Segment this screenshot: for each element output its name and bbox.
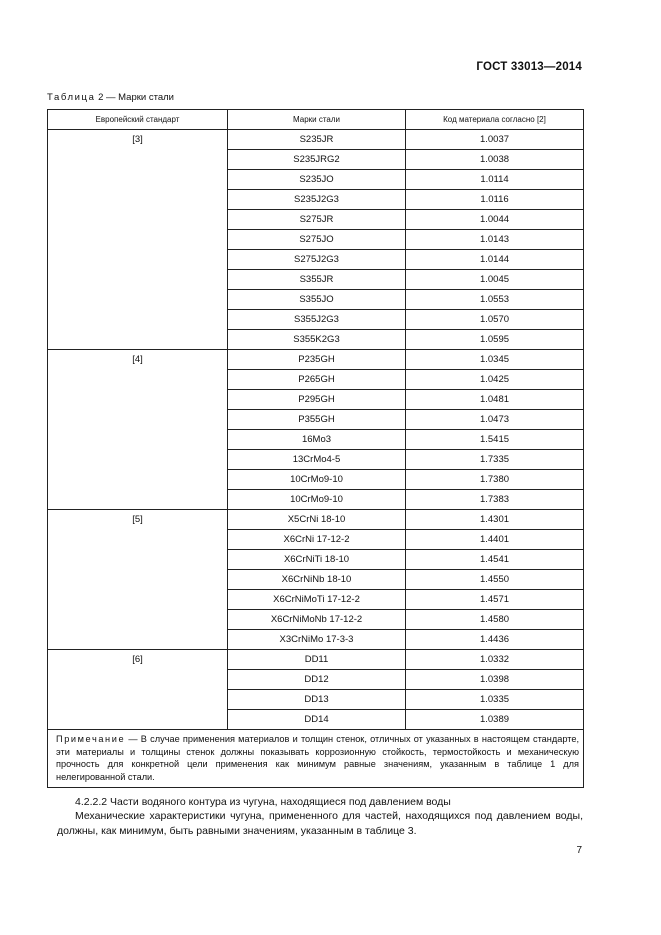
header-steel-grades: Марки стали — [228, 110, 406, 130]
material-code-cell: 1.7383 — [406, 490, 584, 510]
page-number: 7 — [576, 845, 582, 856]
steel-grade-cell: S275J2G3 — [228, 250, 406, 270]
steel-grade-cell: 13CrMo4-5 — [228, 450, 406, 470]
european-standard-cell: [3] — [48, 130, 228, 350]
steel-grade-cell: X6CrNiMoTi 17-12-2 — [228, 590, 406, 610]
steel-grade-cell: X3CrNiMo 17-3-3 — [228, 630, 406, 650]
material-code-cell: 1.0595 — [406, 330, 584, 350]
steel-grade-cell: DD11 — [228, 650, 406, 670]
material-code-cell: 1.0481 — [406, 390, 584, 410]
material-code-cell: 1.4541 — [406, 550, 584, 570]
material-code-cell: 1.5415 — [406, 430, 584, 450]
steel-grades-table — [47, 109, 584, 788]
material-code-cell: 1.4580 — [406, 610, 584, 630]
material-code-cell: 1.0044 — [406, 210, 584, 230]
material-code-cell: 1.0473 — [406, 410, 584, 430]
steel-grade-cell: S275JR — [228, 210, 406, 230]
table-caption-text: 2 — Марки стали — [95, 92, 174, 103]
steel-grade-cell: X6CrNiNb 18-10 — [228, 570, 406, 590]
table-caption-prefix: Таблица — [47, 92, 96, 103]
steel-grade-cell: 16Mo3 — [228, 430, 406, 450]
steel-grade-cell: 10CrMo9-10 — [228, 470, 406, 490]
steel-grade-cell: P355GH — [228, 410, 406, 430]
material-code-cell: 1.0570 — [406, 310, 584, 330]
material-code-cell: 1.0114 — [406, 170, 584, 190]
material-code-cell: 1.0038 — [406, 150, 584, 170]
material-code-cell: 1.0335 — [406, 690, 584, 710]
steel-grade-cell: S275JO — [228, 230, 406, 250]
steel-grade-cell: X5CrNi 18-10 — [228, 510, 406, 530]
steel-grade-cell: S355J2G3 — [228, 310, 406, 330]
steel-grade-cell: S235JR — [228, 130, 406, 150]
material-code-cell: 1.7335 — [406, 450, 584, 470]
note-text: — В случае применения материалов и толщин стенок, отличных от указанных в настоящем стандарте, эти материалы и толщины стенок должны показывать коррозионную стойкость, термостойкость и механическую прочность для конкретной цели применения как минимум равные значениям, указанным в таблице 1 для нелегированной стали. — [56, 734, 579, 782]
steel-grade-cell: X6CrNiMoNb 17-12-2 — [228, 610, 406, 630]
european-standard-cell: [4] — [48, 350, 228, 510]
steel-grade-cell: S355JR — [228, 270, 406, 290]
steel-grade-cell: DD13 — [228, 690, 406, 710]
material-code-cell: 1.0345 — [406, 350, 584, 370]
table-row — [48, 350, 584, 370]
standard-code: ГОСТ 33013—2014 — [476, 61, 582, 73]
table-body — [48, 130, 584, 730]
material-code-cell: 1.0144 — [406, 250, 584, 270]
table-row — [48, 510, 584, 530]
steel-grade-cell: S235JO — [228, 170, 406, 190]
material-code-cell: 1.0143 — [406, 230, 584, 250]
steel-grade-cell: X6CrNiTi 18-10 — [228, 550, 406, 570]
steel-grade-cell: P265GH — [228, 370, 406, 390]
header-european-standard: Европейский стандарт — [48, 110, 228, 130]
steel-grade-cell: X6CrNi 17-12-2 — [228, 530, 406, 550]
european-standard-cell: [6] — [48, 650, 228, 730]
note-label: Примечание — [56, 734, 126, 744]
table-row — [48, 650, 584, 670]
material-code-cell: 1.4436 — [406, 630, 584, 650]
material-code-cell: 1.0425 — [406, 370, 584, 390]
steel-grade-cell: S355JO — [228, 290, 406, 310]
section-heading-4-2-2-2: 4.2.2.2 Части водяного контура из чугуна, находящиеся под давлением воды — [75, 796, 451, 808]
material-code-cell: 1.4301 — [406, 510, 584, 530]
steel-grade-cell: DD14 — [228, 710, 406, 730]
material-code-cell: 1.0553 — [406, 290, 584, 310]
table-header-row — [48, 110, 584, 130]
european-standard-cell: [5] — [48, 510, 228, 650]
material-code-cell: 1.0389 — [406, 710, 584, 730]
material-code-cell: 1.0116 — [406, 190, 584, 210]
material-code-cell: 1.0332 — [406, 650, 584, 670]
material-code-cell: 1.4550 — [406, 570, 584, 590]
steel-grade-cell: P295GH — [228, 390, 406, 410]
steel-grade-cell: P235GH — [228, 350, 406, 370]
steel-grade-cell: S235J2G3 — [228, 190, 406, 210]
material-code-cell: 1.4401 — [406, 530, 584, 550]
material-code-cell: 1.0398 — [406, 670, 584, 690]
header-material-code: Код материала согласно [2] — [406, 110, 584, 130]
steel-grade-cell: DD12 — [228, 670, 406, 690]
material-code-cell: 1.0045 — [406, 270, 584, 290]
body-paragraph: Механические характеристики чугуна, примененного для частей, находящихся под давлением воды, должны, как минимум, быть равными значениям, указанным в таблице 3. — [57, 810, 583, 837]
steel-grade-cell: 10CrMo9-10 — [228, 490, 406, 510]
table-row — [48, 130, 584, 150]
material-code-cell: 1.0037 — [406, 130, 584, 150]
material-code-cell: 1.4571 — [406, 590, 584, 610]
table-note-row — [48, 730, 584, 788]
table-note — [48, 730, 584, 788]
table-caption — [47, 92, 174, 103]
steel-grade-cell: S355K2G3 — [228, 330, 406, 350]
steel-grade-cell: S235JRG2 — [228, 150, 406, 170]
material-code-cell: 1.7380 — [406, 470, 584, 490]
